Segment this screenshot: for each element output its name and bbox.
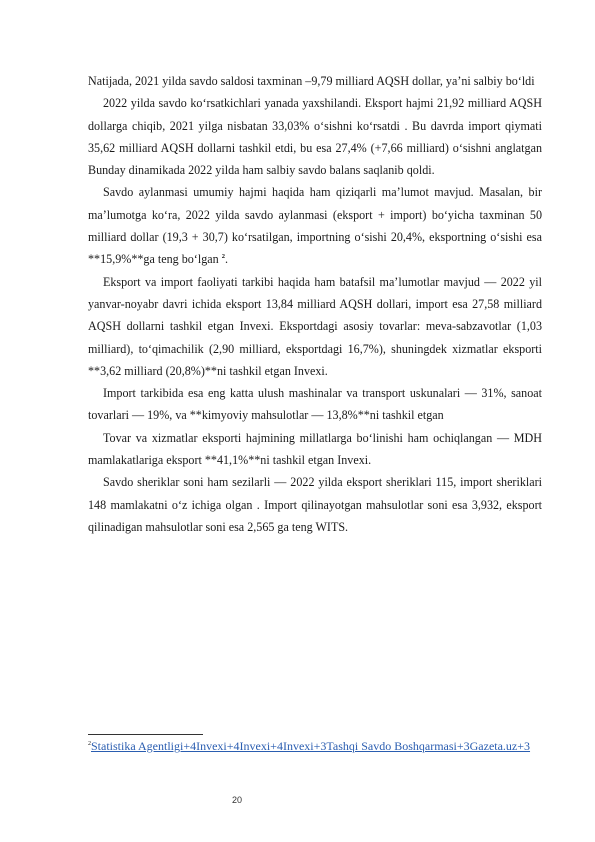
footnote-divider — [88, 734, 203, 735]
paragraph-6: Tovar va xizmatlar eksporti hajmining millatlarga bo‘linishi ham ochiqlangan — MDH mamlakatlariga eksport **41,1%**ni tashkil etgan Invexi. — [88, 430, 542, 468]
paragraph-7: Savdo sheriklar soni ham sezilarli — 2022 yilda eksport sheriklari 115, import sheriklari 148 mamlakatni o‘z ichiga olgan . Import qilinayotgan mahsulotlar soni esa 3,932, eksport qilinadigan mahsulotlar soni esa 2,565 ga teng WITS. — [88, 475, 542, 534]
document-body — [88, 70, 542, 538]
paragraph-3-text: Savdo aylanmasi umumiy hajmi haqida ham qiziqarli ma’lumot mavjud. Masalan, bir ma’lumotga ko‘ra, 2022 yilda savdo aylanmasi (eksport + import) bo‘yicha taxminan 50 milliard dollar (19,3 + 30,7) ko‘rsatilgan, importning o‘sishi 20,4%, eksportning o‘sishi esa **15,9%**ga teng bo‘lgan — [88, 185, 542, 267]
footnote-source-link[interactable]: Statistika Agentligi+4Invexi+4Invexi+4Invexi+3Tashqi Savdo Boshqarmasi+3Gazeta.uz+3 — [91, 739, 531, 753]
footnote-mark: 2 — [88, 741, 91, 747]
paragraph-1: Natijada, 2021 yilda savdo saldosi taxminan –9,79 milliard AQSH dollar, ya’ni salbiy bo‘ldi — [88, 74, 535, 88]
paragraph-5: Import tarkibida esa eng katta ulush mashinalar va transport uskunalari — 31%, sanoat tovarlari — 19%, va **kimyoviy mahsulotlar — 13,8%**ni tashkil etgan — [88, 386, 542, 423]
page-number: 20 — [232, 795, 243, 805]
paragraph-3 — [88, 181, 542, 270]
paragraph-3-tail: . — [224, 252, 228, 267]
footnote — [88, 738, 542, 754]
paragraph-4: Eksport va import faoliyati tarkibi haqida ham batafsil ma’lumotlar mavjud — 2022 yil yanvar-noyabr davri ichida eksport 13,84 milliard AQSH dollari, import esa 27,58 milliard AQSH dollarni tashkil etgan Invexi. Eksportdagi asosiy tovarlar: meva-sabzavotlar (1,03 milliard), to‘qimachilik (2,90 milliard, eksportdagi 16,7%), shuningdek xizmatlar eksporti **3,62 milliard (20,8%)**ni tashkil etgan Invexi. — [88, 274, 542, 378]
footnote-reference[interactable]: 2 — [221, 253, 225, 261]
paragraph-2: 2022 yilda savdo ko‘rsatkichlari yanada yaxshilandi. Eksport hajmi 21,92 milliard AQSH dollarga chiqib, 2021 yilga nisbatan 33,03% o‘sishni ko‘rsatdi . Bu davrda import qiymati 35,62 milliard AQSH dollarni tashkil etdi, bu esa 27,4% (+7,66 milliard) o‘sishni anglatgan Bunday dinamikada 2022 yilda ham salbiy savdo balans saqlanib qoldi. — [88, 96, 542, 178]
